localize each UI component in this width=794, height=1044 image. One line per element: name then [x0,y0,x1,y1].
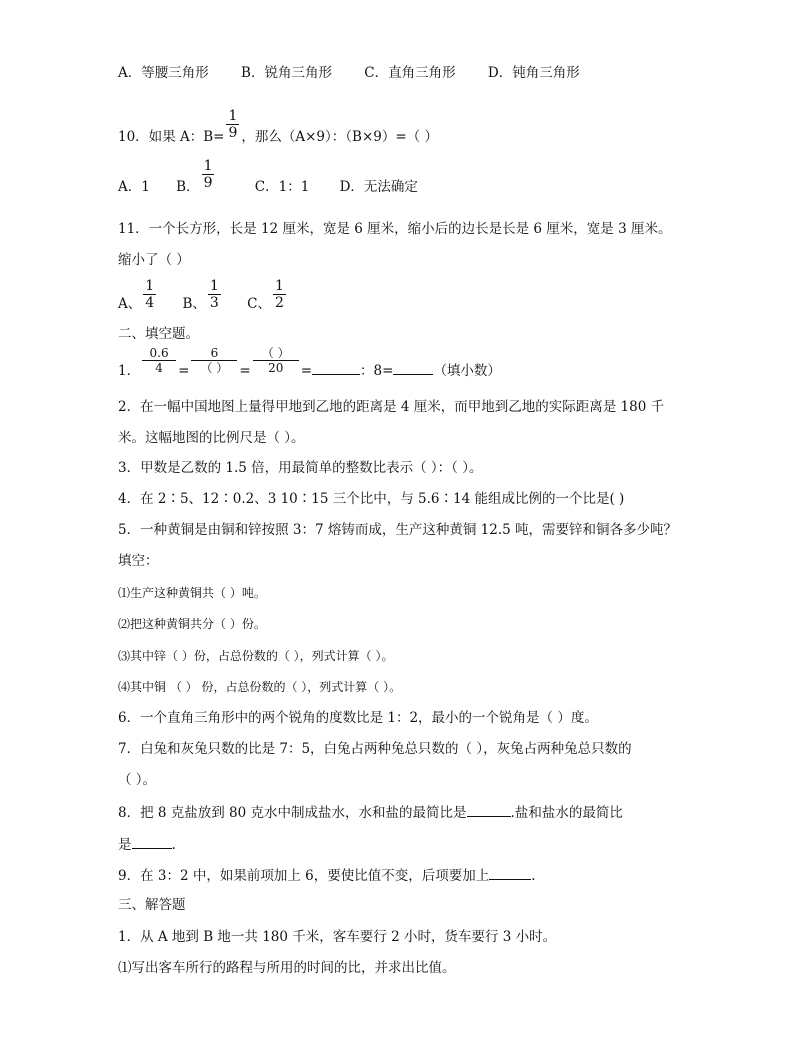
fill-1-frac3-den: 20 [268,361,284,375]
q11-option-b-fraction [208,278,221,311]
fill-3: 3．甲数是乙数的 1.5 倍，用最简单的整数比表示（ ）：（ ）。 [118,460,483,476]
fill-8-blank-2[interactable] [132,834,172,849]
fill-5-line1: 5．一种黄铜是由铜和锌按照 3：7 熔铸而成，生产这种黄铜 12.5 吨，需要锌和铜各多少吨？ [118,522,677,538]
q9-option-c: C．直角三角形 [364,65,456,81]
fill-1-blank-2[interactable] [393,360,433,375]
fill-1-frac3-num: （ ） [253,346,299,361]
q11-option-c-fraction [273,278,286,311]
q11-options [118,278,288,318]
solve-1: 1．从 A 地到 B 地一共 180 千米，客车要行 2 小时，货车要行 3 小时。 [118,929,557,945]
fill-1 [118,346,501,386]
fill-9-period: . [531,868,536,884]
fill-8-blank-1[interactable] [467,802,511,817]
q10-option-b-den: 9 [203,175,213,191]
q9-option-d: D．钝角三角形 [487,65,580,81]
fill-8-text-c: 是 [118,837,132,853]
q11-line2: 缩小了（ ） [118,252,190,268]
q11-option-c-den: 2 [274,295,284,311]
fill-1-frac2-num: 6 [191,346,237,361]
fill-6: 6．一个直角三角形中的两个锐角的度数比是 1：2，最小的一个锐角是（ ）度。 [118,710,598,726]
fill-1-eq-2: = [239,363,251,379]
fill-9-blank[interactable] [489,865,531,880]
fill-1-suffix: （填小数） [433,363,501,379]
fill-7-line2: （ ）。 [118,772,157,788]
fill-1-frac1-num: 0.6 [142,346,176,361]
q10-frac-den: 9 [228,125,238,141]
fill-8-text-a: 8．把 8 克盐放到 80 克水中制成盐水，水和盐的最简比是 [118,805,467,821]
fill-8-line2 [118,834,176,854]
fill-1-fraction-1 [142,346,176,375]
fill-7-line1: 7．白兔和灰兔只数的比是 7：5，白兔占两种兔总只数的（ ），灰兔占两种兔总只数的 [118,741,632,757]
q11-option-b-den: 3 [209,295,219,311]
fill-1-fraction-3 [253,346,299,375]
q10-suffix: ，那么（A×9）：（B×9）=（ ） [241,129,438,145]
q11-option-b-num: 1 [209,278,219,294]
q11-option-a-den: 4 [145,295,155,311]
q11-option-b: B、 [182,296,206,312]
fill-5-sub3: ⑶其中锌（ ）份，占总份数的（ ），列式计算（ ）。 [118,649,394,663]
fill-1-frac1-den: 4 [155,361,163,375]
fill-1-blank-1[interactable] [312,360,360,375]
q10-options [118,160,418,200]
q9-option-b: B．锐角三角形 [241,65,332,81]
fill-1-frac2-den: （ ） [200,361,229,375]
question-10 [118,110,438,150]
section-3-title: 三、解答题 [118,897,186,913]
fill-8-text-d: . [171,837,176,853]
q11-option-a-fraction [143,278,156,311]
q10-option-c: C．1：1 [254,179,310,195]
q11-option-c: C、 [247,296,271,312]
q9-options [118,64,580,82]
q10-prefix: 10．如果 A：B= [118,129,225,145]
fill-1-eq-3: = [300,363,313,379]
fill-9-text: 9．在 3：2 中，如果前项加上 6，要使比值不变，后项要加上 [118,868,490,884]
fill-8-line1 [118,802,623,822]
fill-5-sub4: ⑷其中铜 （ ） 份，占总份数的（ ），列式计算（ ）。 [118,680,402,694]
fill-4: 4．在 2∶5、12∶0.2、3 10∶15 三个比中，与 5.6∶14 能组成比例的一个比是( ) [118,491,625,507]
fill-1-eq-1: = [178,363,190,379]
fill-1-mid: ：8= [360,363,394,379]
fill-9 [118,865,536,885]
q10-frac-num: 1 [228,108,238,124]
fill-5-sub2: ⑵把这种黄铜共分（ ）份。 [118,617,266,631]
q10-option-b-num: 1 [203,158,213,174]
q9-option-a: A．等腰三角形 [118,65,209,81]
q10-option-a: A．1 [118,179,150,195]
section-2-title: 二、填空题。 [118,326,199,342]
fill-1-fraction-2 [191,346,237,375]
fill-8-text-b: .盐和盐水的最简比 [510,805,623,821]
solve-1-sub1: ⑴写出客车所行的路程与所用的时间的比，并求出比值。 [118,960,456,976]
fill-5-sub1: ⑴生产这种黄铜共（ ）吨。 [118,586,266,600]
q10-option-d: D．无法确定 [339,179,418,195]
q10-fraction [226,108,239,141]
fill-2-line1: 2．在一幅中国地图上量得甲地到乙地的距离是 4 厘米，而甲地到乙地的实际距离是 180 千 [118,399,665,415]
fill-2-line2: 米。这幅地图的比例尺是（ ）。 [118,430,305,446]
q11-line1: 11．一个长方形，长是 12 厘米，宽是 6 厘米，缩小后的边长是长是 6 厘米，宽是 3 厘米。 [118,221,672,237]
q11-option-c-num: 1 [274,278,284,294]
q10-option-b-fraction [202,158,215,191]
fill-5-line2: 填空： [118,553,159,569]
q11-option-a: A、 [118,296,142,312]
q11-option-a-num: 1 [145,278,155,294]
fill-1-prefix: 1． [118,363,141,379]
q10-option-b: B． [176,179,200,195]
